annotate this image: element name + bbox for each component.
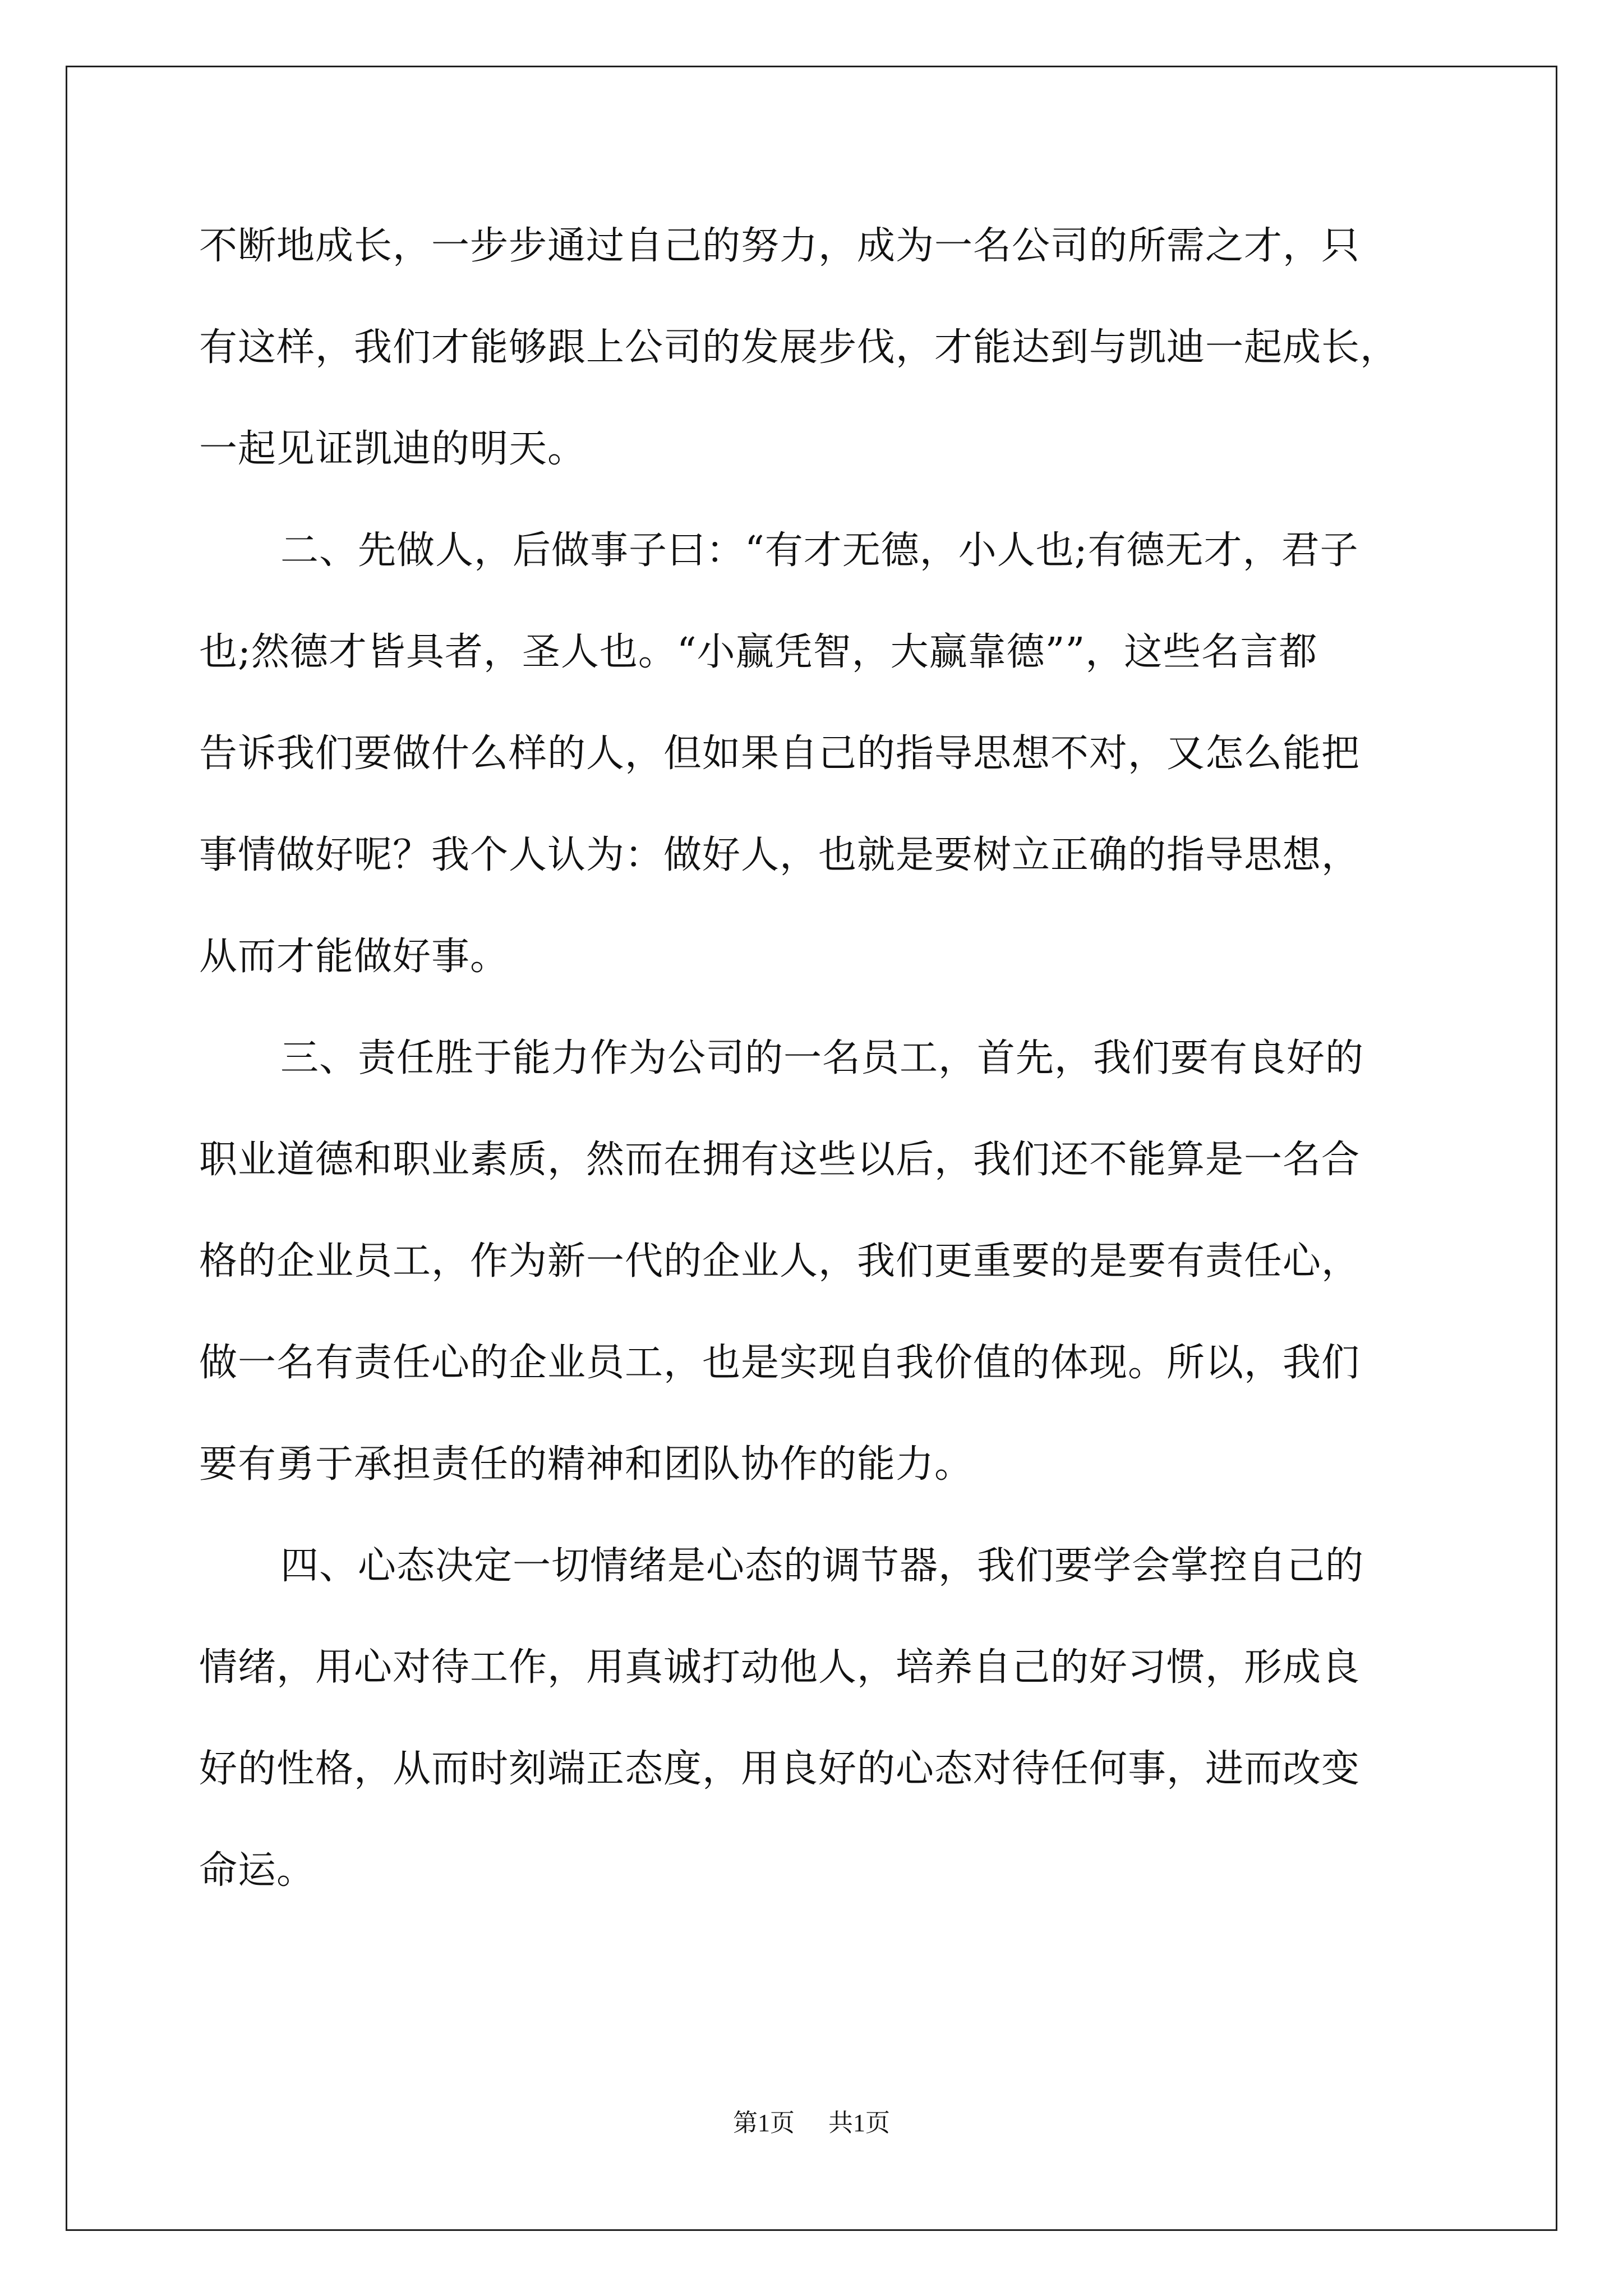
text-line: 三、责任胜于能力作为公司的一名员工，首先，我们要有良好的 [280, 1036, 1364, 1080]
text-line: 不断地成长，一步步通过自己的努力，成为一名公司的所需之才，只 [199, 224, 1361, 268]
text-line: 格的企业员工，作为新一代的企业人，我们更重要的是要有责任心， [199, 1239, 1361, 1283]
text-line: 情绪，用心对待工作，用真诚打动他人，培养自己的好习惯，形成良 [199, 1645, 1361, 1690]
text-line: 有这样，我们才能够跟上公司的发展步伐，才能达到与凯迪一起成长， [199, 325, 1399, 370]
page-footer [0, 2102, 1623, 2138]
text-line: 做一名有责任心的企业员工，也是实现自我价值的体现。所以，我们 [199, 1341, 1361, 1385]
text-line: 也;然德才皆具者，圣人也。“小赢凭智，大赢靠德””，这些名言都 [199, 630, 1318, 674]
text-line: 事情做好呢？我个人认为：做好人，也就是要树立正确的指导思想， [199, 833, 1361, 877]
page-number-current: 第1页 [733, 2109, 795, 2137]
text-line: 要有勇于承担责任的精神和团队协作的能力。 [199, 1442, 974, 1487]
text-line: 职业道德和职业素质，然而在拥有这些以后，我们还不能算是一名合 [199, 1138, 1361, 1182]
page-number-total: 共1页 [828, 2109, 890, 2137]
text-line: 告诉我们要做什么样的人，但如果自己的指导思想不对，又怎么能把 [199, 731, 1361, 776]
text-line: 好的性格，从而时刻端正态度，用良好的心态对待任何事，进而改变 [199, 1747, 1361, 1791]
text-line: 二、先做人，后做事子曰：“有才无德，小人也;有德无才，君子 [280, 528, 1359, 573]
document-body [199, 195, 1433, 1921]
text-line: 一起见证凯迪的明天。 [199, 427, 587, 471]
text-line: 命运。 [199, 1848, 316, 1893]
text-line: 从而才能做好事。 [199, 935, 509, 979]
text-line: 四、心态决定一切情绪是心态的调节器，我们要学会掌控自己的 [280, 1544, 1364, 1588]
